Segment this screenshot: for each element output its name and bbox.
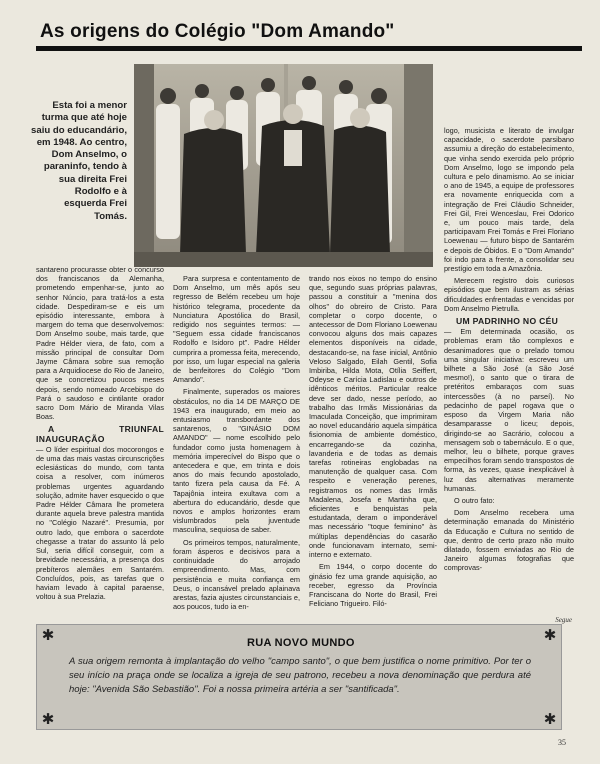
paragraph: Finalmente, superados os maiores obstáculos, no dia 14 DE MARÇO DE 1943 era inaugurado, em meio ao entusiasmo transbordante dos santarenos, o "GINÁSIO DOM AMANDO" — nome escolhido pelo fundador como justa homenagem à memória imperecível do Bispo que o antecedera e que, em trinta e dois anos do mais fecundo apostolado, tanto fizera pela causa da Fé. A Tapajônia inteira exultava com a abertura do educandário, desde que novos e amplos horizontes eram vislumbrados pela juventude masculina, sequiosa de saber.: [173, 387, 300, 535]
text-column-1: [36, 265, 164, 620]
paragraph: O outro fato:: [454, 495, 495, 505]
text-column-4: [444, 126, 574, 620]
sidebar-box: [36, 624, 562, 730]
text-column-2: [173, 274, 300, 620]
asterisk-ornament-icon: ✱: [41, 710, 55, 728]
paragraph: Dom Anselmo recebera uma determinação emanada do Ministério da Educação e Cultura no sentido de que, dentro de certo prazo não muito dilatado, fossem enviadas ao Rio de Janeiro algumas fotografias que comprovas-: [444, 508, 574, 573]
paragraph: logo, musicista e literato de invulgar capacidade, o sacerdote parsibano assumiu a direção do estabelecimento, que vinha sendo exercida pelo próprio Dom Anselmo, logo se impondo pela cultura e pelo dinamismo. Ao se iniciar o ano de 1945, a equipe de professores era novamente enriquecida com a integração de Frei Cláudio Schneider, Frei Gil, Frei Wenceslau, Frei Odorico e, um pouco mais tarde, dela participavam Frei Tomás e Frei Floriano Loewenau — futuro bispo de Santarém e depois de Óbidos. E o "Dom Amando" foi indo para a frente, a consolidar seu prestígio em toda a Amazônia.: [444, 126, 574, 274]
photo-illustration: [134, 64, 433, 267]
paragraph: Em 1944, o corpo docente do ginásio fez uma grande aquisição, ao receber, egresso da Província Franciscana do Norte do Brasil, Frei Feliciano Trigueiro. Filó-: [309, 562, 437, 609]
asterisk-ornament-icon: ✱: [543, 626, 557, 644]
paragraph: — Em determinada ocasião, os problemas eram tão complexos e desanimadores que o prelado tomou uma singular iniciativa: escreveu um bilhete a São José (a São José mesmo!), o santo que o tirara de pretéritos embaraços com suas intercessões (à no parseí). No pedacinho de papel rogava que o esposo da Virgem Maria não desamparasse o liceu; depois, dirigindo-se ao Sacrário, colocou a mensagem sob o tabernáculo. E o que, melhor, leu o bilhete, porque graves empecilhos foram sendo transpostos de forma, às vezes, quase inexplicável à luz das alternativas meramente humanas.: [444, 327, 574, 493]
continued-label: Segue: [555, 616, 572, 624]
paragraph: santareno procurasse obter o concurso dos franciscanos da Alemanha, prometendo empenhar-se, junto ao senhor Núncio, para tratá-los a esta cidade. Despediram-se e eis um episódio interessante, embora à margem do tema que desenvolvemos: Dom Anselmo soube, mais tarde, que Padre Hélder viera, de fato, com a missão principal de consultar Dom Jayme Câmara sobre sua remoção para a Arquidiocese do Rio de Janeiro, que se concretizou poucos meses depois, sendo nomeado Arcebispo do Pará o saudoso e cintilante orador sacro Dom Mário de Miranda Vilas Boas.: [36, 265, 164, 422]
box-title: RUA NOVO MUNDO: [247, 637, 355, 649]
paragraph: Os primeiros tempos, naturalmente, foram ásperos e decisivos para a continuidade do arrojado empreendimento. Mas, com persistência e muita confiança em Deus, o incansável prelado aplainava arestas, fazia ajustes circunstanciais e, aos poucos, tudo ia en-: [173, 537, 300, 612]
subheading-padrinho: UM PADRINHO NO CÉU: [456, 316, 559, 327]
asterisk-ornament-icon: ✱: [41, 626, 55, 644]
paragraph: trando nos eixos no tempo do ensino que, segundo suas próprias palavras, passou a constituir a "menina dos olhos" do obreiro de Cristo. Para completar o corpo docente, o antecessor de Dom Floriano Loewenau convocou alguns dos mais capazes elementos disponíveis na cidade, destacando-se, na fase inicial, Antônio Veloso Salgado, Eilah Gentil, Sofia Imbiriba, Hilda Mota, Otília Seiffert, Odeyse e Carícia Ladislau e outros de idênticos méritos. Particular realce deve ser dado, nesse período, ao trabalho das Irmãs Missionárias da Imaculada Conceição, que imprimiram ao novel educandário aquela simpática fisionomia de ambiente doméstico, encarregando-se da cozinha, lavanderia e de todas as demais tarefas rotineiras englobadas na manutenção de qualquer casa. Com respeito e veneração perenes, registramos os nomes das Irmãs Madalena, Josefa e Martinha que, eficientes e benquistas pela estudantada, deram o imponderável mas necessário "toque feminino" às múltiplas dependências do casarão onde funcionavam internato, semi-interno e externato.: [309, 274, 437, 560]
text-column-3: [309, 274, 437, 620]
title-rule: [36, 46, 582, 51]
paragraph: — O líder espiritual dos mocorongos e de uma das mais vastas circunscrições eclesiásticas do mundo, com tanta coisa a resolver, com inúmeros problemas urgentes aguardando solução, admite haver esquecido o que Padre Hélder Câmara lhe prometera durante aquela breve palestra mantida no "Colégio Nazaré". Presumia, por outro lado, que embora o sacerdote chegasse a tratar do assunto lá pelo Sul, seria difícil conseguir, com a brevidade necessária, a presença dos prebíteros alemães em Santarém. Concluídos, pois, as tarefas que o haviam levado à capital paraense, voltou à sua Prelazia.: [36, 444, 164, 602]
photo-caption: Esta foi a menor turma que até hoje saiu do educandário, em 1948. Ao centro, Dom Anselmo, o paraninfo, tendo à sua direita Frei Rodolfo e à esquerda Frei Tomás.: [31, 100, 127, 222]
asterisk-ornament-icon: ✱: [543, 710, 557, 728]
paragraph: Merecem registro dois curiosos episódios que bem ilustram as sérias dificuldades enfrentadas e vencidas por Dom Anselmo Pietrulla.: [444, 276, 574, 313]
page-number: 35: [558, 738, 566, 747]
paragraph: Para surpresa e contentamento de Dom Anselmo, um mês após seu regresso de Belém recebeu um hoje histórico telegrama, procedente da Nunciatura Apostólica do Brasil, redigido nos seguintes termos: — "Seguem essa cidade franciscanos Rodolfo e Isidoro pt". Padre Hélder cumprira a promessa feita, merecendo, por isso, um lugar especial na galeria de benfeitores do Colégio "Dom Amando".: [173, 274, 300, 385]
box-text: A sua origem remonta à implantação do velho "campo santo", o que bem justifica o nome primitivo. Por ter o seu início na praça onde se localiza a igreja de seu patrono, recebeu a nova denominação que perdura até hoje: "Avenida São Sebastião". Foi a nossa primeira artéria a ser "santificada".: [69, 656, 531, 695]
group-photo: [134, 64, 433, 267]
page-title: As origens do Colégio "Dom Amando": [40, 21, 395, 42]
subheading-inauguracao: A TRIUNFAL INAUGURAÇÃO: [36, 424, 164, 444]
